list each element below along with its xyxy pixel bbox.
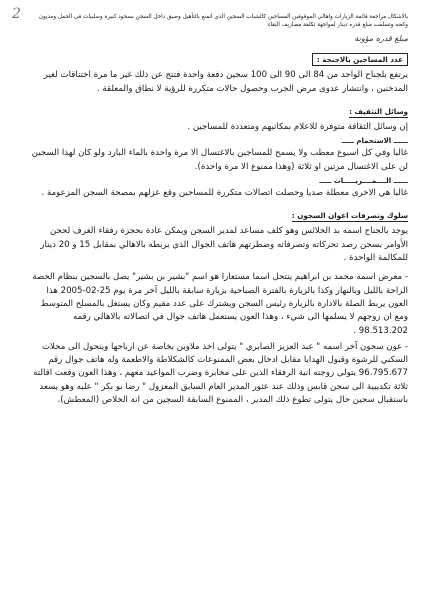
section-body: إن وسائل الثقافة متوفرة للاعلام بمكاتبهم ومتعددة للمساجين . (187, 122, 408, 133)
intro-paragraph: بالاشكال مراجعة قائمة الزيارات واهالي الموقوفين المساجين كالشباب السجين الذي اتمنع بالتأهيل وصيق داخل السجن بسجود كبيرة وسلبيات في الحمل ومديون وكعنه وتسلمت مبلغ قدره دينار لمواجهة تكلفة مصاريف البقاء (38, 14, 408, 28)
handwritten-note: مبلغ قدره مؤونة (354, 33, 408, 43)
page-number: 2 (12, 6, 21, 22)
section-heading: عدد المساجين بالاجنحة : (312, 53, 408, 66)
section-heading: سلوك وتصرفات اعوان السجون : (291, 211, 408, 221)
section-guards-conduct (28, 203, 408, 265)
section-toilets (28, 177, 408, 200)
section-overcrowding (28, 47, 408, 96)
section-body: غالبا وفي كل اسبوع معطب ولا يسمح للمساجين بالاغتسال الا مرة واحدة بالماء البارد ولو كان لهذا السجين لن على الاغتسال مرتين او ثلاثة (وهذا ممنوع الا مرة واحدة). (31, 148, 408, 172)
section-heading: ــــــ الاستحمام ـــــ (341, 137, 408, 146)
intro-block (28, 14, 408, 44)
section-body: يرتفع بلجناح الواحد من 84 الى 90 الى 100 سجين دفعة واحدة فتتج عن ذلك غير ما مرة اختناقات لغير المدخنين ، وانتشار عدوى مرض الجرب وحصول حالات متكررة للرؤية لا نطاق والمعلقة . (43, 70, 408, 94)
section-bathing (28, 137, 408, 174)
section-body: يوجد بالجناح اسمه بد الخلائس وهو كلف مساعد لمدير السجن ويمكن عادة بحجزة رفقاء الغرف لحجن الأوامر بسجن رصد تحركاته وتصرفاته وضطرتهم هاتف الجوال الذي يربطه بالاهالي بمقابل 15 و 20 دينار للمكالمة الواحدة . (40, 226, 408, 263)
note-paragraph: - عون سجون آخر اسمه " عبد العزيز الصابري " يتولى اخذ ملاوين بخاصة عن ارباحها ويتحول الى محلات السكني للرشوة وقبول الهدايا مقابل ادخال بعض الممنوعات كالشكلاطة والاطعمة وله هاتف جوال رقم 96.795.677 يتولى زوجته انية الرفقاء الذين على مخابرة وضرب المواعيد معهم ، وهذا العون وقعت اقالته ثلاثة تكديبية الى سجن قابس وذلك عند عثور المدير العام السابق المعزول " رضا بو بكر " عليه وهو يسعد باستقبال سجين حال يتولى تطوع ذلك المدير ، الممنوع السابقة السجين من انه الخلاص (المعطش). (33, 341, 408, 406)
inmate-notes (28, 271, 408, 407)
note-paragraph: - معرض اسمه محمد بن ابراهيم ينتحل اسما مستعارا هو اسم "بشير بن بشير" يصل بالسجين بنظام الحصة الراحة بالليل وبالنهار وكذا بالزيارة بالفترة الصباحية بزيارة سابقة بالليل آخر مرة يوم 25-02-2005 هذا العون يربط الصلة بالادارة بالزيارة رئيس السجن ويشترك على عدد مقيم وكان يستغل بالمسلح المتوسط ومع ان زوجهم لا يسلمها الى شيء ، وهذا العون يستعمل هاتف جوال في اتصالاته بالاهالي رقمه 98.513.202 . (32, 272, 408, 336)
section-heading: ــــــ الــــمــــريـــــات ـــــ (319, 177, 408, 186)
section-body: غالبا هي الاخرى معطلة صديا وحصلت اتصالات متكررة للمساجين وقع عزلهم بمصحة السجن المزعومة . (41, 188, 408, 199)
section-heading: وسائل التثقيف : (349, 107, 408, 117)
section-education (28, 99, 408, 134)
